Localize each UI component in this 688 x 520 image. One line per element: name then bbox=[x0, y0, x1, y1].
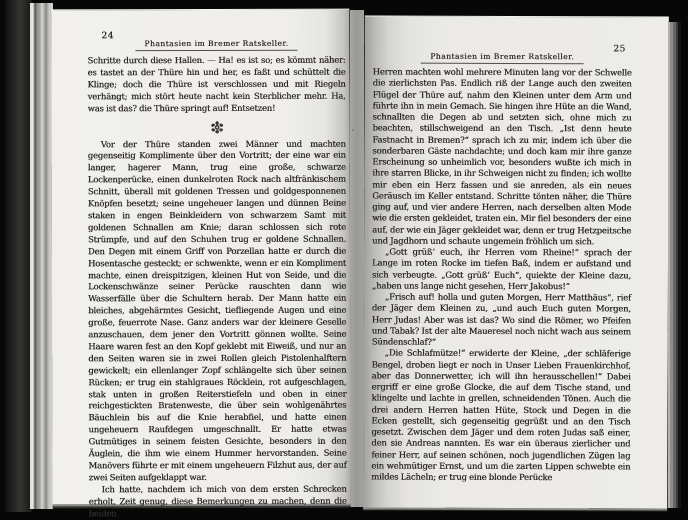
scan-speck bbox=[352, 129, 354, 131]
page-number-right: 25 bbox=[613, 44, 626, 55]
floral-rosette-icon bbox=[209, 120, 224, 133]
paragraph: Ich hatte, nachdem ich mich von dem ersten Schrecken erholt, Zeit genug, diese Bemerkungen zu machen, denn die beiden bbox=[88, 483, 347, 518]
page-stack-edge-left bbox=[30, 3, 53, 509]
page-number-left: 24 bbox=[101, 31, 114, 42]
paragraph: Herren machten wohl mehrere Minuten lang vor der Schwelle die zierlichsten Pas. Endlich riß der Lange auch den zweiten Flügel der Thüre auf, nahm den Kleinen unter dem Arm und führte ihn in mein Gemach. Sie hingen ihre Hüte an die Wand, schnallten die Degen ab und setzten sich, ohne mich zu beachten, stillschweigend an den Tisch. „Ist denn heute Fastnacht in Bremen?“ sprach ich zu mir, indem ich über die sonderbaren Gäste nachdachte; und doch kam mir ihre ganze Erscheinung so unheimlich vor, besonders wußte ich mich in ihre starren Blicke, in ihr Schweigen nicht zu finden; ich wollte mir eben ein Herz fassen und sie anreden, als ein neues Geräusch im Keller entstand. Schritte tönten näher, die Thüre ging auf, und vier andere Herren, nach derselben alten Mode wie die ersten gekleidet, traten ein. Mir fiel besonders der eine auf, der wie ein Jäger gekleidet war, denn er trug Hetzpeitsche und Jagdhorn und schaute ungemein fröhlich um sich. bbox=[372, 66, 632, 247]
paragraph: Schritte durch diese Hallen. — Ha! es ist so; es kömmt näher: es tastet an der Thüre hin und her, es faßt und schüttelt die Klinge; doch die Thüre ist verschlossen und mit Riegeln verhängt; mich stört heute nacht kein Sterblicher mehr. Ha, was ist das? die Thüre springt auf! Entsetzen! bbox=[87, 54, 346, 113]
left-page-header bbox=[87, 31, 345, 48]
right-page-header bbox=[373, 43, 632, 60]
paragraph: Vor der Thüre standen zwei Männer und machten gegenseitig Komplimente über den Vortritt; der eine war ein langer, hagerer Mann, trug eine große, schwarze Lockenperücke, einen dunkelroten Rock nach altfränkischem Schnitt, überall mit goldenen Tressen und goldgesponnenen Knöpfen besetzt; seine ungeheuer langen und dünnen Beine staken in engen Beinkleidern von schwarzem Samt mit goldenen Schnallen am Knie; daran schlossen sich rote Strümpfe, und auf den Schuhen trug er goldene Schnallen. Den Degen mit einem Griff von Porzellan hatte er durch die Hosentasche gesteckt; er schwenkte, wenn er ein Kompliment machte, einen dreispitzigen, kleinen Hut von Seide, und die Lockenschwänze seiner Perücke rauschten dann wie Wasserfälle über die Schultern herab. Der Mann hatte ein bleiches, abgehärmtes Gesicht, tiefliegende Augen und eine große, feuerrote Nase. Ganz anders war der kleinere Geselle anzuschauen, dem jener den Vortritt gönnen wollte. Seine Haare waren fest an den Kopf geklebt mit Eiweiß, und nur an den Seiten waren sie in zwei Rollen gleich Pistolenhalftern gewickelt; ein ellenlanger Zopf schlängelte sich über seinen Rücken; er trug ein stahlgraues Röcklein, rot aufgeschlagen, stak unten in großen Reiterstiefeln und oben in einer reichgestickten Bratenweste, die über sein wohlgenährtes Bäuchlein bis auf die Knie herabfiel, und hatte einen ungeheuern Raufdegen umgeschnallt. Er hatte etwas Gutmütiges in seinem feisten Gesichte, besonders in den Äuglein, die ihm wie einem Hummer hervorstanden. Seine Manövers führte er mit einem ungeheuern Filzhut aus, der auf zwei Seiten aufgeklappt war. bbox=[87, 138, 347, 483]
paragraph: „Gott grüß’ euch, ihr Herren vom Rheine!“ sprach der Lange im roten Rocke im tiefen Baß, indem er aufstand und sich verbeugte. „Gott grüß’ Euch“, quiekte der Kleine dazu, „haben uns lange nicht gesehen, Herr Jakobus!“ bbox=[371, 246, 632, 291]
paragraph: „Frisch auf! holla und guten Morgen, Herr Matthäus“, rief der Jäger dem Kleinen zu, „und auch Euch guten Morgen, Herr Judas! Aber was ist das? Wo sind die Römer, wo Pfeifen und Tabak? Ist der alte Maueresel noch nicht wach aus seinem Sündenschlaf?“ bbox=[371, 291, 631, 347]
paragraph: „Die Schlafmütze!“ erwiderte der Kleine, „der schläferige Bengel, droben liegt er noch in Unser Lieben Frauenkirchhof, aber das Donnerwetter, ich will ihn herausschellen!“ Dabei ergriff er eine große Glocke, die auf dem Tische stand, und klingelte und lachte in grellen, schneidenden Tönen. Auch die drei andern Herren hatten Hüte, Stock und Degen in die Ecken gestellt, sich gegenseitig gegrüßt und an den Tisch gesetzt. Zwischen dem Jäger und dem roten Judas saß einer, den sie Andreas nannten. Es war ein überaus zierlicher und feiner Herr, auf seinen schönen, noch jugendlichen Zügen lag ein wehmütiger Ernst, und um die zarten Lippen schwebte ein mildes Lächeln; er trug eine blonde Perücke bbox=[371, 347, 631, 483]
gutter-shadow bbox=[350, 10, 364, 507]
section-divider bbox=[88, 119, 346, 133]
running-title: Phantasien im Bremer Ratskeller. bbox=[135, 38, 297, 51]
left-text-block bbox=[87, 55, 346, 520]
fore-edge-right bbox=[668, 22, 681, 508]
right-page bbox=[363, 15, 669, 508]
running-title: Phantasien im Bremer Ratskeller. bbox=[421, 51, 583, 65]
right-text-block bbox=[371, 66, 631, 483]
left-page bbox=[51, 9, 350, 518]
book-cover-edge bbox=[5, 0, 32, 512]
